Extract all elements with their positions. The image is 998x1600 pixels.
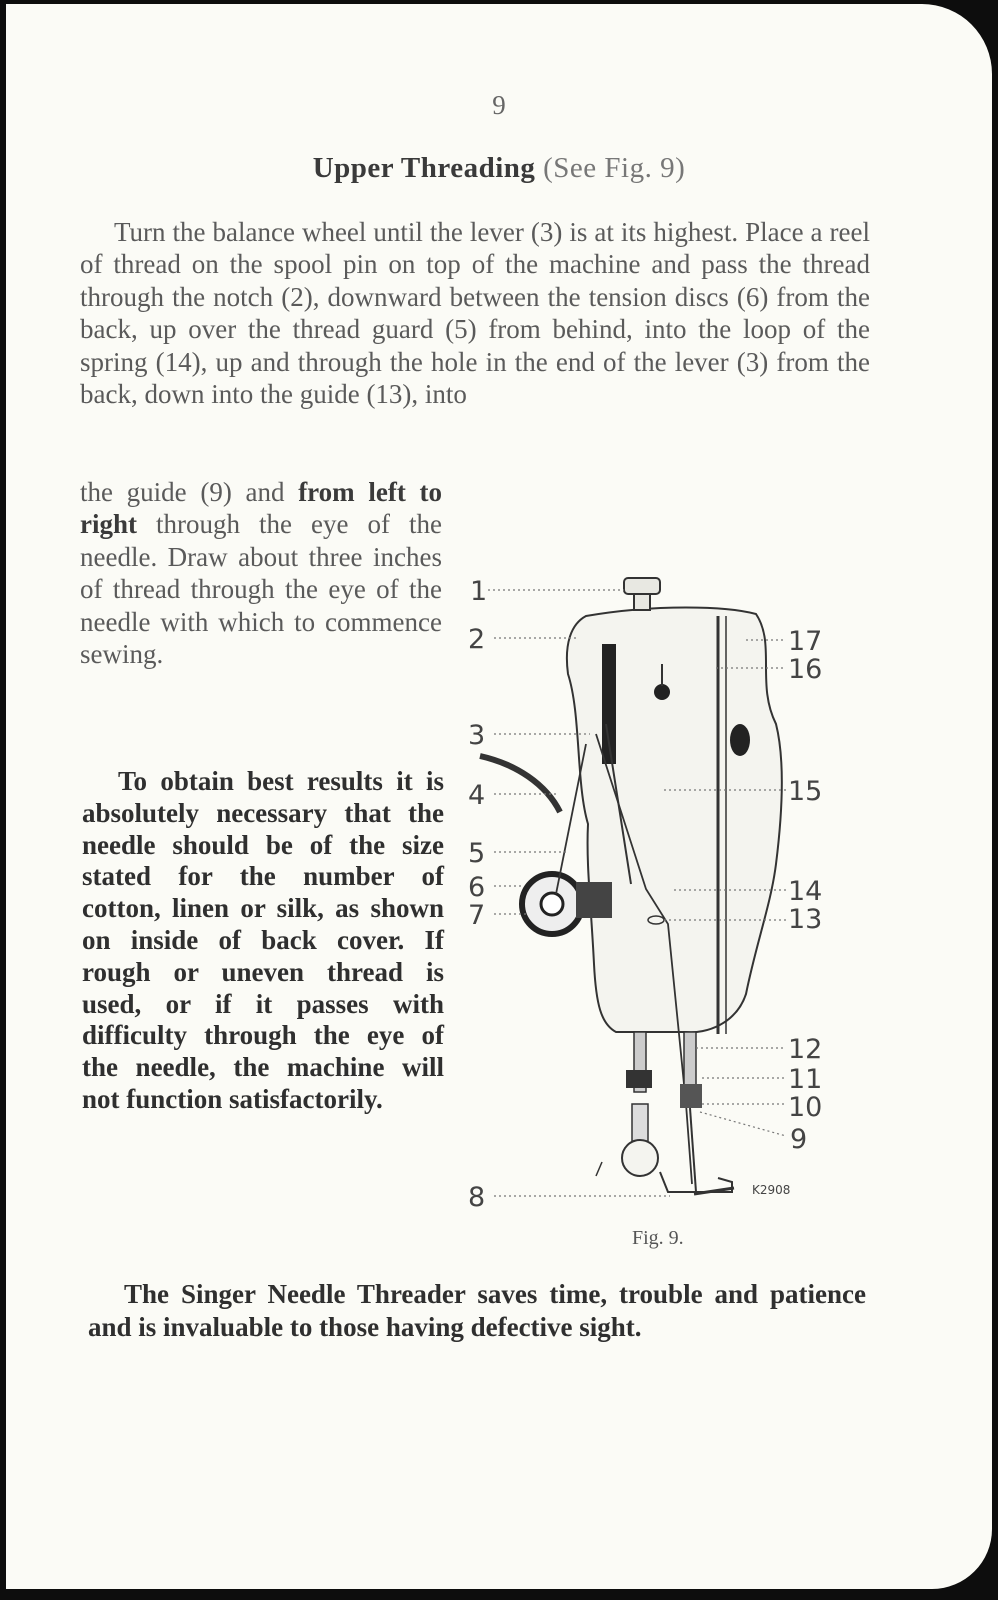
label-5: 5	[468, 838, 486, 869]
needle-threading-paragraph	[80, 476, 442, 670]
screw-icon	[654, 684, 670, 700]
label-16: 16	[788, 654, 823, 685]
page-number: 9	[492, 90, 506, 120]
manual-page	[6, 4, 992, 1589]
thread-take-up-lever-icon	[480, 756, 560, 812]
needle-size-warning-paragraph: To obtain best results it is absolutely necessary that the needle should be of the size stated for the number of cotton, linen or silk, as shown on inside of back cover. If rough or uneven thread is used, or if it passes with difficulty through the eye of the needle, the machine will not function satisfactorily.	[82, 766, 444, 1114]
section-heading	[6, 152, 992, 185]
figure-code: K2908	[752, 1183, 791, 1197]
label-15: 15	[788, 776, 823, 807]
paragraph-start: the guide (9) and	[80, 477, 285, 507]
spool-pin-icon	[624, 578, 660, 594]
heading-title: Upper Threading	[312, 152, 536, 184]
needle-threader-paragraph: The Singer Needle Threader saves time, trouble and patience and is invaluable to those having defective sight.	[88, 1279, 866, 1342]
direction-emphasis: from left to right	[80, 477, 442, 540]
figure-caption: Fig. 9.	[632, 1227, 684, 1249]
threading-instructions-paragraph: Turn the balance wheel until the lever (3) is at its highest. Place a reel of thread on the spool pin on top of the machine and pass the thread through the notch (2), downward between the tension discs (6) from the back, up over the thread guard (5) from behind, into the loop of the spring (14), up and through the hole in the end of the lever (3) from the back, down into the guide (13), into	[80, 217, 870, 410]
figure-upper-threading-diagram	[456, 564, 846, 1264]
paragraph-end: through the eye of the needle. Draw about three inches of thread through the eye of the needle with which to commence sewing.	[80, 509, 442, 670]
label-10: 10	[788, 1092, 823, 1123]
label-6: 6	[468, 872, 486, 903]
label-12: 12	[788, 1034, 823, 1065]
label-7: 7	[468, 900, 486, 931]
label-8: 8	[468, 1182, 486, 1213]
label-3: 3	[468, 720, 486, 751]
screw-icon	[730, 724, 750, 756]
label-11: 11	[788, 1064, 823, 1095]
label-17: 17	[788, 626, 823, 657]
label-14: 14	[788, 876, 823, 907]
heading-figure-reference: (See Fig. 9)	[543, 152, 686, 184]
label-13: 13	[788, 904, 823, 935]
label-9: 9	[790, 1124, 808, 1155]
label-4: 4	[468, 780, 486, 811]
label-1: 1	[470, 576, 488, 607]
presser-foot-screw-icon	[622, 1140, 658, 1176]
sewing-machine-head-illustration	[456, 564, 846, 1264]
label-2: 2	[468, 624, 486, 655]
